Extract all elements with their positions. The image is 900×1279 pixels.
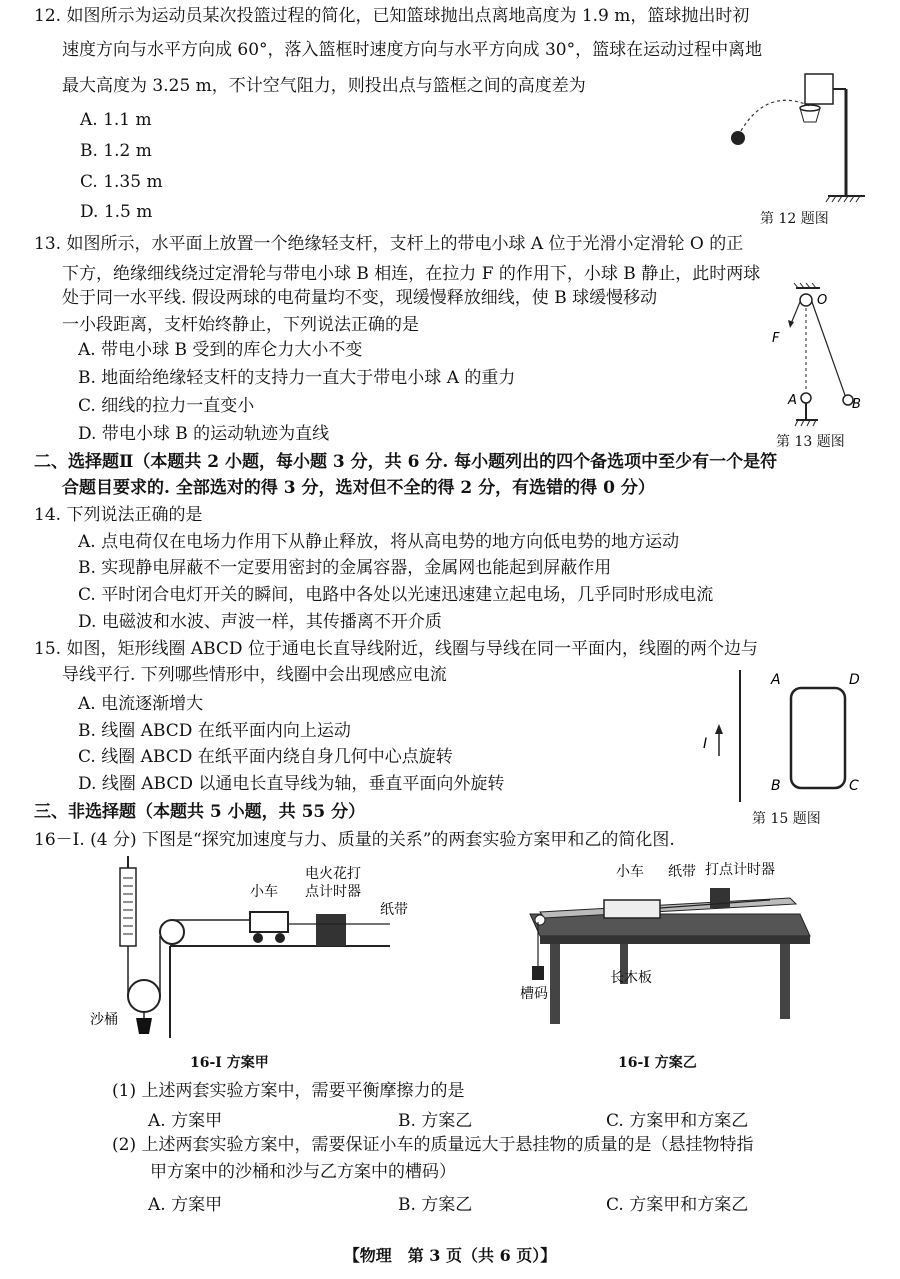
section3-title: 三、非选择题（本题共 5 小题，共 55 分） <box>34 802 366 822</box>
q12-stem-line-1: 12. 如图所示为运动员某次投篮过程的简化，已知篮球抛出点离地高度为 1.9 m，篮球抛出时初 <box>34 6 750 26</box>
backboard <box>805 74 833 104</box>
q14-option-d: D. 电磁波和水波、声波一样，其传播离不开介质 <box>78 612 442 632</box>
label-d: D <box>849 672 860 688</box>
q12-option-c: C. 1.35 m <box>80 172 163 192</box>
q16-sub2-option-b: B. 方案乙 <box>398 1195 473 1215</box>
label-timer: 打点计时器 <box>705 862 775 878</box>
q12-stem-line-2: 速度方向与水平方向成 60°，落入篮框时速度方向与水平方向成 30°，篮球在运动过程中离地 <box>62 40 763 60</box>
fixed-pulley <box>160 920 184 944</box>
ball-a <box>801 393 811 403</box>
label-cart: 小车 <box>250 884 278 900</box>
q15-option-d: D. 线圈 ABCD 以通电长直导线为轴，垂直平面向外旋转 <box>78 774 505 794</box>
label-f: F <box>772 331 780 346</box>
q12-stem-line-3: 最大高度为 3.25 m，不计空气阻力，则投出点与篮框之间的高度差为 <box>62 76 586 96</box>
timer-icon <box>710 888 730 908</box>
label-c: C <box>849 778 859 794</box>
label-timer-2: 点计时器 <box>305 884 361 900</box>
basketball-figure <box>720 66 870 204</box>
q16-stem: 16－Ⅰ. (4 分) 下图是“探究加速度与力、质量的关系”的两套实验方案甲和乙的简化图. <box>34 830 675 850</box>
q16-sub2-stem-line-2: 甲方案中的沙桶和沙与乙方案中的槽码） <box>150 1162 456 1182</box>
label-o: O <box>817 293 828 308</box>
q13-stem-line-1: 13. 如图所示，水平面上放置一个绝缘轻支杆，支杆上的带电小球 A 位于光滑小定滑轮 O 的正 <box>34 234 744 254</box>
rect-coil <box>791 688 845 788</box>
q16-sub1-option-c: C. 方案甲和方案乙 <box>606 1111 749 1131</box>
q16-sub2-option-c: C. 方案甲和方案乙 <box>606 1195 749 1215</box>
q13-option-a: A. 带电小球 B 受到的库仑力大小不变 <box>78 340 363 360</box>
cart-icon <box>604 900 660 918</box>
label-cart: 小车 <box>616 864 644 880</box>
q14-option-a: A. 点电荷仅在电场力作用下从静止释放，将从高电势的地方向低电势的地方运动 <box>78 532 680 552</box>
sand-bucket-icon <box>136 1018 152 1034</box>
q13-stem-line-2: 下方，绝缘细线绕过定滑轮与带电小球 B 相连，在拉力 F 的作用下，小球 B 静止，此时两球 <box>62 264 761 284</box>
q13-option-d: D. 带电小球 B 的运动轨迹为直线 <box>78 424 330 444</box>
q16-sub1-stem: (1) 上述两套实验方案中，需要平衡摩擦力的是 <box>112 1081 465 1101</box>
q13-stem-line-4: 一小段距离，支杆始终静止，下列说法正确的是 <box>62 315 419 335</box>
coil-figure <box>695 666 870 806</box>
label-board: 长木板 <box>610 970 652 986</box>
q15-stem-line-2: 导线平行. 下列哪些情形中，线圈中会出现感应电流 <box>62 665 447 685</box>
q13-figure-caption: 第 13 题图 <box>776 434 845 450</box>
label-b: B <box>852 397 861 412</box>
q15-option-c: C. 线圈 ABCD 在纸平面内绕自身几何中心点旋转 <box>78 747 453 767</box>
q15-stem-line-1: 15. 如图，矩形线圈 ABCD 位于通电长直导线附近，线圈与导线在同一平面内，线圈的两个边与 <box>34 639 758 659</box>
q16-sub1-option-b: B. 方案乙 <box>398 1111 473 1131</box>
q13-stem-line-3: 处于同一水平线. 假设两球的电荷量均不变，现缓慢释放细线，使 B 球缓慢移动 <box>62 288 658 308</box>
q16-sub1-option-a: A. 方案甲 <box>148 1111 223 1131</box>
pulley-figure <box>760 280 870 430</box>
movable-pulley <box>128 980 160 1012</box>
q16-sub2-stem-line-1: (2) 上述两套实验方案中，需要保证小车的质量远大于悬挂物的质量的是（悬挂物特指 <box>112 1135 754 1155</box>
q15-figure-caption: 第 15 题图 <box>752 811 821 827</box>
scheme-b-figure <box>510 856 820 1041</box>
weight-icon <box>532 966 544 980</box>
pulley-icon <box>535 915 545 925</box>
section2-line-1: 二、选择题Ⅱ（本题共 2 小题，每小题 3 分，共 6 分. 每小题列出的四个备选项中至少有一个是符 <box>34 452 778 472</box>
q12-option-b: B. 1.2 m <box>80 141 152 161</box>
label-weight: 槽码 <box>520 986 548 1002</box>
q16-sub2-option-a: A. 方案甲 <box>148 1195 223 1215</box>
cart-icon <box>250 912 288 932</box>
label-a: A <box>771 672 781 688</box>
section2-line-2: 合题目要求的. 全部选对的得 3 分，选对但不全的得 2 分，有选错的得 0 分） <box>62 478 655 498</box>
q12-figure-caption: 第 12 题图 <box>760 211 829 227</box>
q13-option-b: B. 地面给绝缘轻支杆的支持力一直大于带电小球 A 的重力 <box>78 368 516 388</box>
scheme-b-caption: 16-I 方案乙 <box>618 1055 697 1071</box>
spark-timer-icon <box>316 914 346 946</box>
scheme-a-caption: 16-I 方案甲 <box>190 1055 269 1071</box>
label-tape: 纸带 <box>380 902 408 918</box>
scheme-a-figure <box>90 856 430 1041</box>
label-tape: 纸带 <box>668 864 696 880</box>
q14-stem: 14. 下列说法正确的是 <box>34 505 203 525</box>
label-b: B <box>771 778 781 794</box>
q15-option-a: A. 电流逐渐增大 <box>78 694 204 714</box>
pulley-icon <box>800 294 812 306</box>
label-i: I <box>703 736 708 752</box>
basketball-icon <box>731 131 745 145</box>
label-bucket: 沙桶 <box>90 1012 118 1028</box>
q15-option-b: B. 线圈 ABCD 在纸平面内向上运动 <box>78 721 351 741</box>
q14-option-b: B. 实现静电屏蔽不一定要用密封的金属容器，金属网也能起到屏蔽作用 <box>78 558 612 578</box>
q14-option-c: C. 平时闭合电灯开关的瞬间，电路中各处以光速迅速建立起电场，几乎同时形成电流 <box>78 585 714 605</box>
q12-option-a: A. 1.1 m <box>80 110 152 130</box>
label-timer-1: 电火花打 <box>305 866 361 882</box>
q12-option-d: D. 1.5 m <box>80 202 153 222</box>
label-a: A <box>788 393 797 408</box>
page-footer: 【物理 第 3 页（共 6 页）】 <box>343 1246 557 1265</box>
current-arrow-icon <box>715 724 723 734</box>
q13-option-c: C. 细线的拉力一直变小 <box>78 396 255 416</box>
hoop-rim <box>800 105 820 111</box>
